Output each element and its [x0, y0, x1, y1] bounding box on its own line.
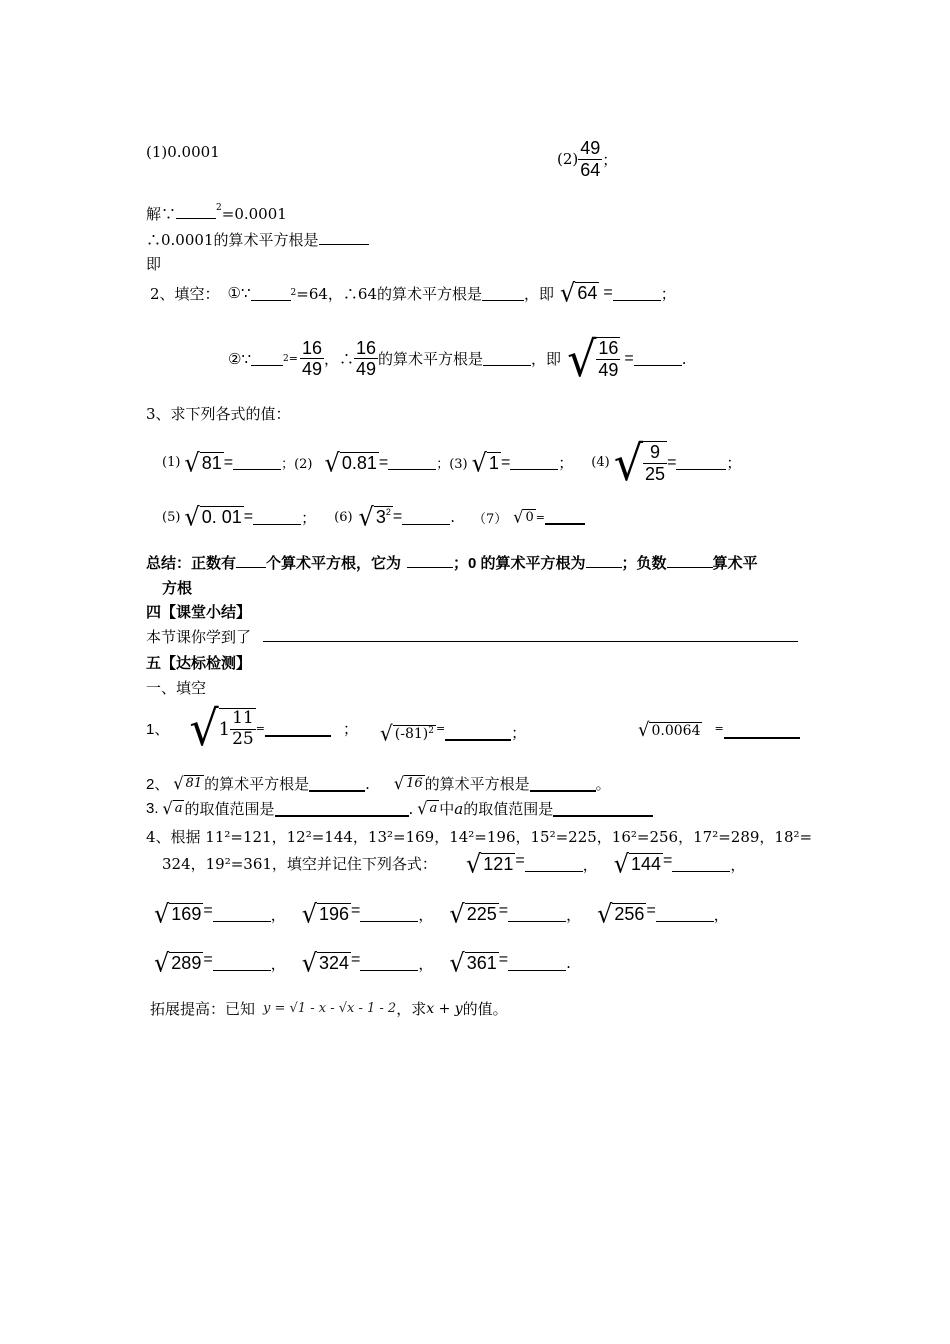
sqrt-0	[513, 506, 535, 527]
question-text: 的算术平方根是	[424, 776, 530, 793]
answer-blank[interactable]	[613, 286, 661, 301]
sqrt-1	[471, 447, 501, 478]
section-4-text: 本节课你学到了	[146, 629, 252, 646]
equals-sign: =	[203, 951, 213, 968]
radical-sign: √	[380, 719, 393, 746]
fraction-denominator: 49	[301, 359, 322, 380]
answer-blank[interactable]	[724, 723, 800, 739]
sqrt-81	[184, 447, 223, 478]
equals-sign: =	[223, 453, 234, 471]
question-text: 的取值范围是	[463, 801, 554, 818]
question-3-row-1	[162, 434, 742, 492]
equals-sign: =	[714, 722, 724, 735]
question-3-row-2	[162, 502, 585, 532]
question-2-part-2	[228, 330, 687, 388]
equals-sign: =	[435, 722, 446, 735]
radicand-base: 3	[375, 507, 386, 528]
radical-sign: √	[613, 434, 644, 492]
radicand: 81	[185, 776, 203, 792]
extension-prefix: 拓展提高：已知	[150, 1001, 256, 1018]
answer-blank[interactable]	[510, 455, 558, 470]
variable: a	[454, 799, 464, 818]
answer-blank[interactable]	[508, 956, 566, 971]
test-question-1b	[380, 719, 527, 746]
sqrt-a	[417, 800, 439, 817]
radicand: 81	[201, 453, 222, 474]
answer-blank[interactable]	[634, 351, 682, 366]
sqrt-neg81-squared	[380, 719, 436, 746]
radicand: 289	[171, 953, 202, 974]
period: .	[450, 508, 455, 526]
answer-blank[interactable]	[176, 204, 216, 219]
sqrt-mixed-number	[189, 699, 255, 757]
exponent: 2	[428, 725, 434, 736]
section-4-line	[146, 626, 798, 647]
equals-sign: =	[243, 508, 254, 525]
answer-blank[interactable]	[553, 801, 653, 817]
sqrt-64	[560, 278, 599, 308]
therefore-line	[146, 229, 369, 250]
radical-sign: √	[567, 330, 597, 388]
radical-sign: √	[162, 798, 173, 819]
answer-blank[interactable]	[445, 725, 511, 741]
equals-sign: =	[392, 508, 403, 525]
answer-blank[interactable]	[251, 351, 283, 366]
equals-sign: =	[498, 902, 509, 919]
fraction-denominator: 49	[598, 359, 619, 380]
answer-blank[interactable]	[213, 956, 271, 971]
summary-text: ；负数	[621, 555, 667, 572]
radical-sign: √	[597, 899, 613, 929]
radicand: a	[429, 801, 438, 817]
semicolon: ；	[511, 724, 527, 742]
fraction-denominator: 64	[580, 159, 601, 180]
radical-sign: √	[184, 447, 200, 478]
comma: ，	[582, 855, 598, 874]
radical-sign: √	[417, 798, 428, 819]
radicand: 0.81	[341, 453, 377, 474]
section-5-heading: 五【达标检测】	[146, 655, 252, 672]
equals-sign: =	[500, 453, 511, 471]
fraction-numerator: 9	[650, 442, 661, 462]
radical-sign: √	[301, 899, 317, 929]
extension-question	[150, 998, 508, 1019]
ji-text: ，即	[531, 350, 562, 369]
test-question-2	[146, 773, 611, 794]
fraction-denominator: 25	[232, 728, 254, 749]
sqrt-144	[613, 849, 663, 879]
answer-blank[interactable]	[656, 907, 714, 922]
item-label: (1)	[162, 455, 181, 471]
answer-blank[interactable]	[309, 776, 365, 792]
equals-sign: =	[203, 902, 213, 919]
summary-text: 个算术平方根，它为	[266, 555, 402, 572]
fraction-numerator: 49	[580, 138, 601, 158]
question-text: 的算术平方根是	[378, 350, 484, 369]
radicand: 169	[171, 904, 202, 925]
item-1: (1)0.0001	[146, 143, 220, 161]
equals-sign: =	[255, 722, 265, 736]
solution-line	[146, 203, 287, 224]
answer-blank[interactable]	[253, 510, 301, 525]
question-text: 的算术平方根是	[204, 776, 310, 793]
answer-blank[interactable]	[213, 907, 271, 922]
radical-sign: √	[324, 447, 340, 478]
exponent: 2	[290, 288, 297, 298]
answer-blank[interactable]	[360, 956, 418, 971]
answer-blank[interactable]	[508, 907, 566, 922]
radical-sign: √	[449, 899, 465, 929]
radicand: 225	[466, 904, 497, 925]
fraction-16-49	[596, 338, 620, 380]
because-symbol: ②∵	[228, 349, 251, 368]
exponent: 2	[283, 353, 289, 364]
radicand: 0	[525, 509, 534, 525]
sqrt-256	[597, 899, 646, 929]
period: .	[408, 799, 414, 818]
answer-blank[interactable]	[482, 286, 524, 301]
root-row-3	[154, 948, 571, 978]
answer-blank[interactable]	[275, 801, 409, 817]
extension-variables: x + y	[426, 1000, 463, 1017]
sqrt-0.81	[324, 447, 379, 478]
period: .	[566, 954, 571, 972]
question-2-part-1	[150, 278, 676, 308]
equals-sign: =	[351, 951, 361, 968]
fraction-16-49	[300, 338, 324, 380]
answer-blank[interactable]	[586, 553, 622, 568]
equals-sign: =	[663, 852, 673, 869]
semicolon: ；	[342, 720, 358, 739]
answer-blank[interactable]	[251, 286, 291, 301]
sqrt-225	[449, 899, 498, 929]
sqrt-16-49	[567, 330, 620, 388]
question-3-label: 3、求下列各式的值：	[146, 405, 291, 423]
root-row-1	[466, 849, 746, 879]
extension-text: ，求	[396, 1001, 427, 1018]
radical-sign: √	[393, 773, 405, 794]
radical-sign: √	[358, 502, 374, 532]
equals-sign: =	[498, 951, 509, 968]
sqrt-a	[163, 800, 185, 817]
radicand: 64	[577, 283, 598, 304]
sqrt-3-squared	[358, 502, 393, 532]
fraction-16-49	[354, 338, 378, 380]
semicolon: ；	[660, 284, 676, 303]
answer-line[interactable]	[263, 641, 798, 642]
sqrt-0.01	[184, 502, 243, 532]
summary-text: 总结：正数有	[146, 555, 237, 572]
answer-blank[interactable]	[319, 230, 369, 245]
radical-sign: √	[173, 773, 184, 794]
fraction-11-25	[230, 709, 256, 749]
equals-sign: =	[515, 852, 525, 869]
summary-line-2: 方根	[162, 580, 193, 597]
fraction-numerator: 16	[301, 337, 322, 358]
radical-sign: √	[471, 447, 487, 478]
radicand: 324	[319, 953, 350, 974]
radicand: 0.0064	[651, 723, 701, 740]
radical-sign: √	[154, 948, 170, 978]
equals-sign: =	[603, 284, 613, 301]
fraction-numerator: 16	[598, 338, 619, 358]
sqrt-9-25	[613, 434, 667, 492]
radicand	[393, 725, 436, 743]
exponent: 2	[216, 203, 222, 213]
item-label: （7）	[473, 511, 508, 527]
answer-blank[interactable]	[407, 553, 453, 568]
sqrt-324	[301, 948, 351, 978]
test-question-1c	[638, 719, 800, 742]
section-5-sub: 一、填空	[146, 680, 207, 697]
fraction-numerator: 16	[356, 337, 377, 358]
period: .	[681, 349, 687, 368]
test-question-4-line-1: 4、根据 11²=121，12²=144，13²=169，14²=196，15²=225，16²=256，17²=289，18²=	[146, 828, 813, 846]
item-label: ；(2)	[281, 457, 313, 473]
ji-text: ，即	[524, 284, 555, 303]
semicolon: ；	[726, 454, 742, 473]
semicolon: ；	[602, 150, 618, 169]
equals-sign: =	[378, 453, 389, 471]
radical-sign: √	[301, 948, 317, 978]
question-2-label: 2、填空：	[150, 284, 220, 303]
test-question-4-line-2: 324，19²=361，填空并记住下列各式：	[162, 855, 437, 873]
answer-blank[interactable]	[676, 455, 726, 470]
question-label: 1、	[146, 721, 170, 739]
exponent: 2	[385, 507, 391, 518]
radical-sign: √	[449, 948, 465, 978]
item-label: (6)	[334, 509, 353, 525]
radical-sign: √	[513, 506, 524, 527]
comma: ，	[270, 905, 286, 924]
therefore-text: ∴0.0001的算术平方根是	[146, 231, 319, 249]
radical-sign: √	[154, 899, 170, 929]
question-text: 中	[439, 801, 455, 818]
radicand: 144	[631, 854, 662, 875]
fraction-9-25	[643, 442, 667, 484]
question-text: 的取值范围是	[184, 801, 275, 818]
semicolon: ；	[558, 454, 574, 473]
extension-expression: y = √1 - x - √x - 1 - 2	[263, 1001, 397, 1016]
equals-sign: =	[667, 453, 677, 471]
answer-blank[interactable]	[265, 721, 331, 737]
ji-text: 即	[146, 255, 162, 273]
comma: ，	[418, 905, 434, 924]
sqrt-16	[394, 775, 425, 792]
answer-blank[interactable]	[525, 857, 583, 872]
answer-blank[interactable]	[545, 509, 585, 525]
semicolon: ；	[301, 508, 317, 527]
fraction-denominator: 49	[356, 359, 377, 380]
comma: ，	[270, 954, 286, 973]
sqrt-121	[466, 849, 515, 879]
answer-blank[interactable]	[402, 510, 450, 525]
equals-sign: =	[288, 352, 298, 366]
therefore-symbol: ，∴	[323, 350, 354, 369]
answer-blank[interactable]	[360, 907, 418, 922]
fraction-denominator: 25	[645, 463, 666, 484]
question-label: 3.	[146, 800, 159, 817]
radicand: 361	[466, 953, 497, 974]
sqrt-289	[154, 948, 203, 978]
section-4-heading: 四【课堂小结】	[146, 604, 252, 621]
solution-prefix: 解∵	[146, 205, 177, 223]
answer-blank[interactable]	[388, 455, 436, 470]
answer-blank[interactable]	[483, 351, 531, 366]
radicand-base: (-81)	[394, 725, 429, 742]
solution-suffix: =0.0001	[221, 205, 287, 223]
fraction-49-64	[578, 138, 602, 180]
period: 。	[595, 775, 611, 793]
equals-sign: =	[535, 510, 545, 524]
answer-blank[interactable]	[233, 455, 281, 470]
radicand: 256	[614, 904, 645, 925]
question-label: 2、	[146, 776, 170, 793]
radicand	[219, 708, 256, 749]
item-label: ；(3)	[436, 457, 468, 473]
sqrt-361	[449, 948, 498, 978]
radical-sign: √	[560, 278, 576, 308]
because-symbol: ①∵	[227, 284, 251, 302]
comma: ，	[713, 905, 729, 924]
summary-line-1	[146, 552, 758, 573]
radicand: 196	[319, 904, 350, 925]
question-text: =64，∴64的算术平方根是	[296, 284, 483, 303]
item-2-label: (2)	[557, 150, 579, 169]
equals-sign: =	[351, 902, 361, 919]
radicand	[643, 441, 667, 484]
answer-blank[interactable]	[236, 553, 266, 568]
equals-sign: =	[646, 902, 656, 919]
comma: ，	[418, 954, 434, 973]
radicand: 121	[483, 854, 514, 875]
radicand	[374, 506, 393, 529]
answer-blank[interactable]	[672, 857, 730, 872]
item-label: (5)	[162, 509, 181, 525]
root-row-2	[154, 899, 729, 929]
radicand	[596, 337, 620, 380]
period: .	[365, 774, 370, 793]
summary-text: ；0 的算术平方根为	[453, 555, 586, 572]
radicand: 0. 01	[201, 507, 242, 528]
equals-sign: =	[624, 349, 634, 367]
sqrt-81	[173, 775, 204, 792]
test-question-1a	[146, 699, 358, 757]
sqrt-0.0064	[638, 719, 702, 742]
comma: ，	[566, 905, 582, 924]
item-label: (4)	[591, 455, 610, 471]
summary-text: 算术平	[712, 555, 758, 572]
sqrt-196	[301, 899, 351, 929]
radical-sign: √	[613, 849, 629, 879]
radical-sign: √	[184, 502, 200, 532]
fraction-numerator: 11	[232, 708, 254, 729]
whole-part: 1	[218, 718, 231, 740]
test-question-3	[146, 798, 653, 819]
radicand: 16	[406, 776, 423, 792]
item-2	[557, 138, 617, 180]
radicand: 1	[488, 453, 499, 474]
radical-sign: √	[466, 849, 482, 879]
answer-blank[interactable]	[667, 553, 713, 568]
comma: ，	[730, 855, 746, 874]
radical-sign: √	[189, 699, 219, 757]
extension-text: 的值。	[462, 1001, 508, 1018]
answer-blank[interactable]	[530, 776, 596, 792]
radicand: a	[174, 801, 183, 817]
sqrt-169	[154, 899, 203, 929]
radical-sign: √	[638, 719, 650, 742]
